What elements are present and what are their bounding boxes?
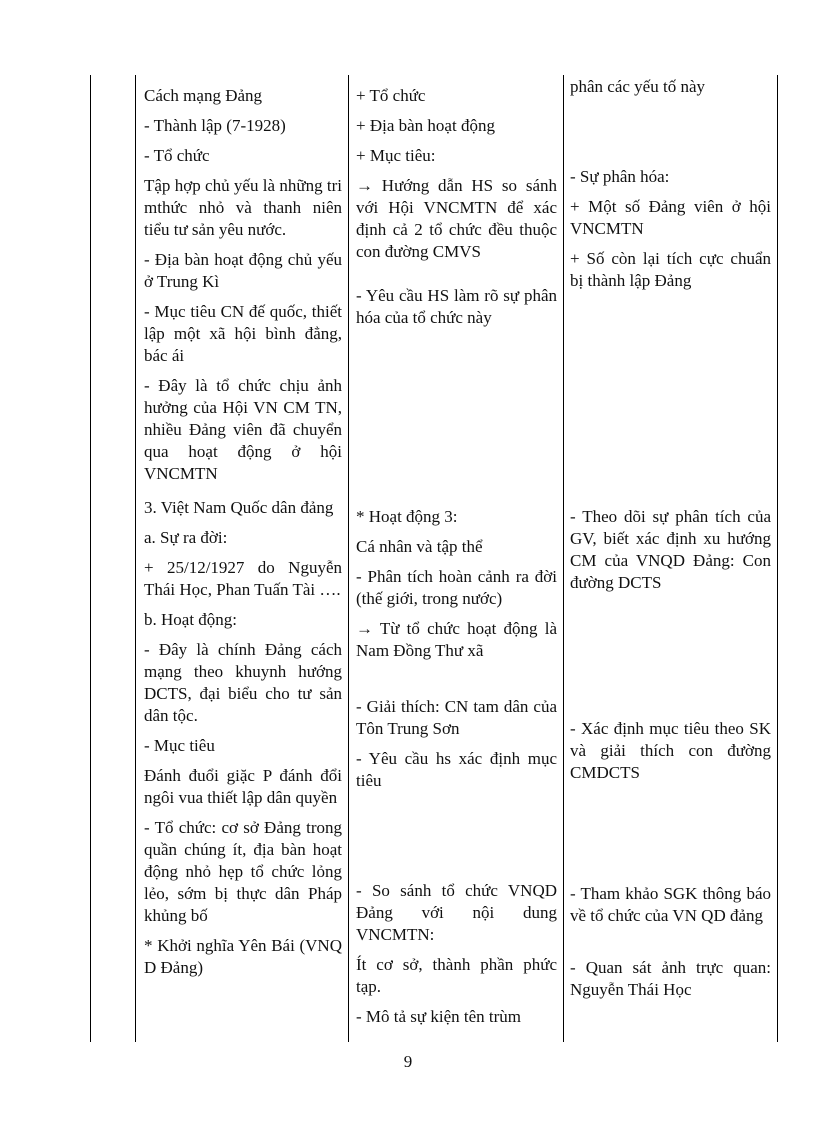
content-line: - Đây là chính Đảng cách mạng theo khuynh hướng DCTS, đại biểu cho tư sản dân tộc. bbox=[144, 640, 342, 725]
content-line: - So sánh tổ chức VNQD Đảng với nội dung VNCMTN: bbox=[356, 881, 557, 944]
content-line: → Từ tổ chức hoạt động là Nam Đồng Thư xã bbox=[356, 619, 557, 660]
table-border-right bbox=[777, 75, 778, 1042]
content-line: - Mô tả sự kiện tên trùm bbox=[356, 1007, 522, 1026]
content-line: Tập hợp chủ yếu là những tri mthức nhỏ và thanh niên tiểu tư sản yêu nước. bbox=[144, 176, 342, 239]
content-line: - Theo dõi sự phân tích của GV, biết xác định xu hướng CM của VNQD Đảng: Con đường DCTS bbox=[570, 507, 771, 592]
student-activity-column bbox=[570, 506, 771, 602]
content-line: → Hướng dẫn HS so sánh với Hội VNCMTN để xác định cả 2 tổ chức đều thuộc con đường CMVS bbox=[356, 176, 557, 261]
content-line: - Yêu cầu HS làm rõ sự phân hóa của tổ chức này bbox=[356, 286, 557, 327]
content-line: - Tham khảo SGK thông báo về tổ chức của VN QD đảng bbox=[570, 884, 771, 925]
content-line: - Mục tiêu CN đế quốc, thiết lập một xã hội bình đẳng, bác ái bbox=[144, 302, 342, 365]
content-line: - Quan sát ảnh trực quan: Nguyễn Thái Học bbox=[570, 958, 771, 999]
content-line: - Mục tiêu bbox=[144, 736, 215, 755]
content-line: - Giải thích: CN tam dân của Tôn Trung Sơn bbox=[356, 697, 557, 738]
content-line: b. Hoạt động: bbox=[144, 610, 238, 629]
content-line: + Tổ chức bbox=[356, 86, 426, 105]
section-heading: 3. Việt Nam Quốc dân đảng bbox=[144, 498, 334, 517]
content-line: - Tổ chức: cơ sở Đảng trong quần chúng ít, địa bàn hoạt động nhỏ hẹp tổ chức lỏng lẻo, sớm bị thực dân Pháp khủng bố bbox=[144, 818, 342, 925]
page-number: 9 bbox=[403, 1052, 413, 1071]
column-divider-2 bbox=[563, 75, 564, 1042]
student-activity-column bbox=[570, 718, 771, 792]
section-heading: * Hoạt động 3: bbox=[356, 507, 458, 526]
content-line: - Đây là tổ chức chịu ảnh hưởng của Hội VN CM TN, nhiều Đảng viên đã chuyển qua hoạt động ở hội VNCMTN bbox=[144, 376, 342, 483]
content-line: - Tổ chức bbox=[144, 146, 210, 165]
content-line: + Một số Đảng viên ở hội VNCMTN bbox=[570, 197, 771, 238]
content-line: + Số còn lại tích cực chuẩn bị thành lập Đảng bbox=[570, 249, 771, 290]
student-activity-column bbox=[570, 166, 771, 300]
teacher-activity-column bbox=[356, 506, 557, 670]
table-border-left-outer bbox=[90, 75, 91, 1042]
teacher-activity-column bbox=[356, 880, 557, 1036]
student-activity-column bbox=[570, 883, 771, 1009]
content-line: Ít cơ sở, thành phần phức tạp. bbox=[356, 955, 557, 996]
content-line: Đánh đuổi giặc P đánh đổi ngôi vua thiết lập dân quyền bbox=[144, 766, 342, 807]
teacher-activity-column bbox=[356, 85, 557, 337]
content-line: Cá nhân và tập thể bbox=[356, 537, 483, 556]
content-line: - Sự phân hóa: bbox=[570, 167, 670, 186]
teacher-activity-column bbox=[356, 696, 557, 800]
content-line: - Yêu cầu hs xác định mục tiêu bbox=[356, 749, 557, 790]
content-line: + 25/12/1927 do Nguyễn Thái Học, Phan Tuấn Tài …. bbox=[144, 558, 342, 599]
content-line: * Khởi nghĩa Yên Bái (VNQ D Đảng) bbox=[144, 936, 342, 977]
content-line: - Xác định mục tiêu theo SK và giải thích con đường CMDCTS bbox=[570, 719, 771, 782]
content-line: Cách mạng Đảng bbox=[144, 86, 263, 105]
content-line: phân các yếu tố này bbox=[570, 77, 705, 96]
content-line: - Thành lập (7-1928) bbox=[144, 116, 286, 135]
content-column bbox=[144, 85, 342, 987]
content-line: + Địa bàn hoạt động bbox=[356, 116, 495, 135]
content-line: - Phân tích hoàn cảnh ra đời (thế giới, trong nước) bbox=[356, 567, 557, 608]
table-border-left bbox=[135, 75, 136, 1042]
content-line: a. Sự ra đời: bbox=[144, 528, 228, 547]
content-line: + Mục tiêu: bbox=[356, 146, 436, 165]
student-activity-column bbox=[570, 76, 771, 106]
column-divider-1 bbox=[348, 75, 349, 1042]
content-line: - Địa bàn hoạt động chủ yếu ở Trung Kì bbox=[144, 250, 342, 291]
